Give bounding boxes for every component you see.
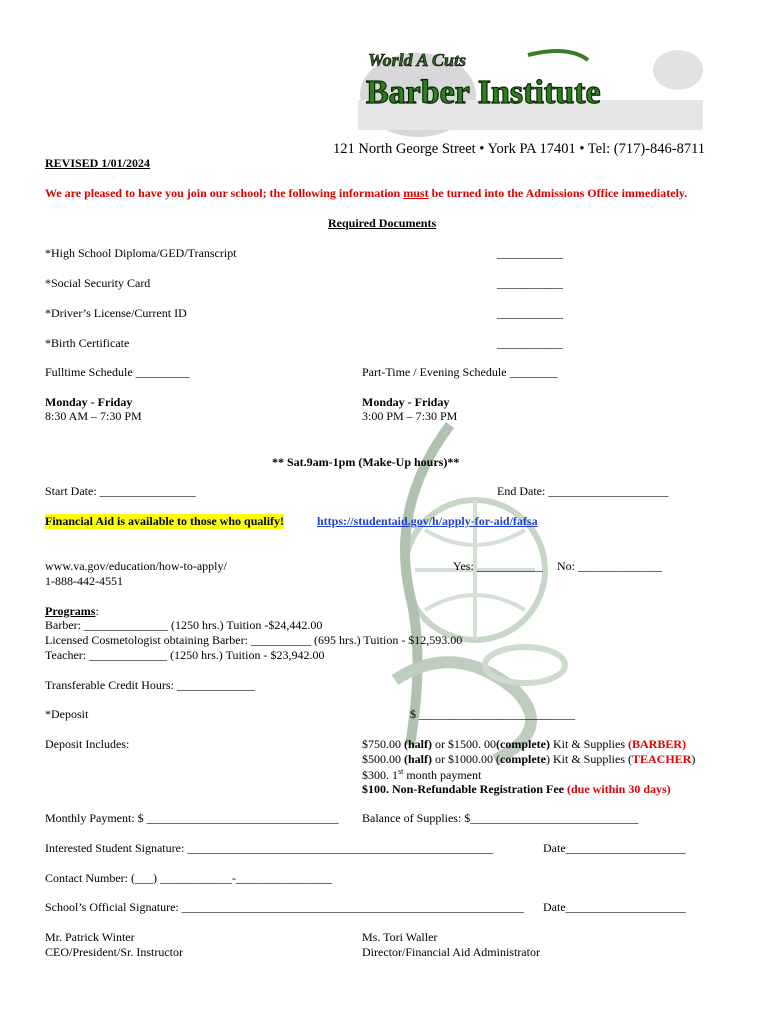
student-date-field[interactable]: Date____________________ <box>543 841 686 855</box>
fulltime-hours: 8:30 AM – 7:30 PM <box>45 409 142 423</box>
monthly-payment-field[interactable]: Monthly Payment: $ ________________________________ <box>45 811 339 825</box>
school-date-field[interactable]: Date____________________ <box>543 900 686 914</box>
svg-text:World A Cuts: World A Cuts <box>368 50 467 70</box>
va-url: www.va.gov/education/how-to-apply/ <box>45 559 227 573</box>
school-address: 121 North George Street • York PA 17401 • Tel: (717)-846-8711 <box>333 141 706 157</box>
saturday-hours: ** Sat.9am-1pm (Make-Up hours)** <box>272 455 460 469</box>
doc-birth-label: *Birth Certificate <box>45 336 130 350</box>
school-signature-field[interactable]: School’s Official Signature: _________________________________________________________ <box>45 900 524 914</box>
programs-heading: Programs: <box>45 604 99 618</box>
contact-number-field[interactable]: Contact Number: (___) ____________-________________ <box>45 871 332 885</box>
parttime-days: Monday - Friday <box>362 395 450 409</box>
fafsa-link[interactable]: https://studentaid.gov/h/apply-for-aid/fafsa <box>317 514 538 528</box>
program-teacher[interactable]: Teacher: _____________ (1250 hrs.) Tuition - $23,942.00 <box>45 648 325 662</box>
va-no-field[interactable]: No: ______________ <box>557 559 662 573</box>
doc-license-blank[interactable]: ___________ <box>497 306 563 320</box>
va-yes-field[interactable]: Yes: ___________ <box>453 559 543 573</box>
deposit-amount-field[interactable]: $ __________________________ <box>410 707 575 721</box>
doc-diploma-label: *High School Diploma/GED/Transcript <box>45 246 237 260</box>
required-documents-heading: Required Documents <box>328 216 437 230</box>
deposit-teacher-line: $500.00 (half) or $1000.00 (complete) Kit & Supplies (TEACHER) <box>362 752 696 766</box>
deposit-first-month-line: $300. 1st month payment <box>362 767 482 782</box>
director-name: Ms. Tori Waller <box>362 930 438 944</box>
intro-notice: We are pleased to have you join our school; the following information must be turned into the Admissions Office immediately. <box>45 186 688 200</box>
transferable-credit-field[interactable]: Transferable Credit Hours: _____________ <box>45 678 255 692</box>
parttime-hours: 3:00 PM – 7:30 PM <box>362 409 458 423</box>
director-title: Director/Financial Aid Administrator <box>362 945 540 959</box>
fulltime-days: Monday - Friday <box>45 395 133 409</box>
program-cosmetologist[interactable]: Licensed Cosmetologist obtaining Barber: __________ (695 hrs.) Tuition - $12,593.00 <box>45 633 463 647</box>
doc-license-label: *Driver’s License/Current ID <box>45 306 187 320</box>
student-signature-field[interactable]: Interested Student Signature: ___________________________________________________ <box>45 841 494 855</box>
end-date-field[interactable]: End Date: ____________________ <box>497 484 669 498</box>
balance-of-supplies-field[interactable]: Balance of Supplies: $____________________________ <box>362 811 639 825</box>
financial-aid-notice: Financial Aid is available to those who qualify! <box>45 514 285 528</box>
deposit-barber-line: $750.00 (half) or $1500. 00(complete) Kit & Supplies (BARBER) <box>362 737 687 751</box>
doc-ssn-label: *Social Security Card <box>45 276 151 290</box>
ceo-title: CEO/President/Sr. Instructor <box>45 945 183 959</box>
deposit-label: *Deposit <box>45 707 89 721</box>
revised-date: REVISED 1/01/2024 <box>45 156 151 170</box>
parttime-schedule-field[interactable]: Part-Time / Evening Schedule ________ <box>362 365 558 379</box>
start-date-field[interactable]: Start Date: ________________ <box>45 484 196 498</box>
doc-ssn-blank[interactable]: ___________ <box>497 276 563 290</box>
deposit-includes-label: Deposit Includes: <box>45 737 130 751</box>
fulltime-schedule-field[interactable]: Fulltime Schedule _________ <box>45 365 190 379</box>
doc-birth-blank[interactable]: ___________ <box>497 336 563 350</box>
doc-diploma-blank[interactable]: ___________ <box>497 246 563 260</box>
registration-fee-line: $100. Non-Refundable Registration Fee (due within 30 days) <box>362 782 671 796</box>
svg-text:Barber Institute: Barber Institute <box>366 74 601 111</box>
va-phone: 1-888-442-4551 <box>45 574 123 588</box>
program-barber[interactable]: Barber: ______________ (1250 hrs.) Tuition -$24,442.00 <box>45 618 323 632</box>
barber-institute-logo <box>358 40 703 140</box>
ceo-name: Mr. Patrick Winter <box>45 930 135 944</box>
